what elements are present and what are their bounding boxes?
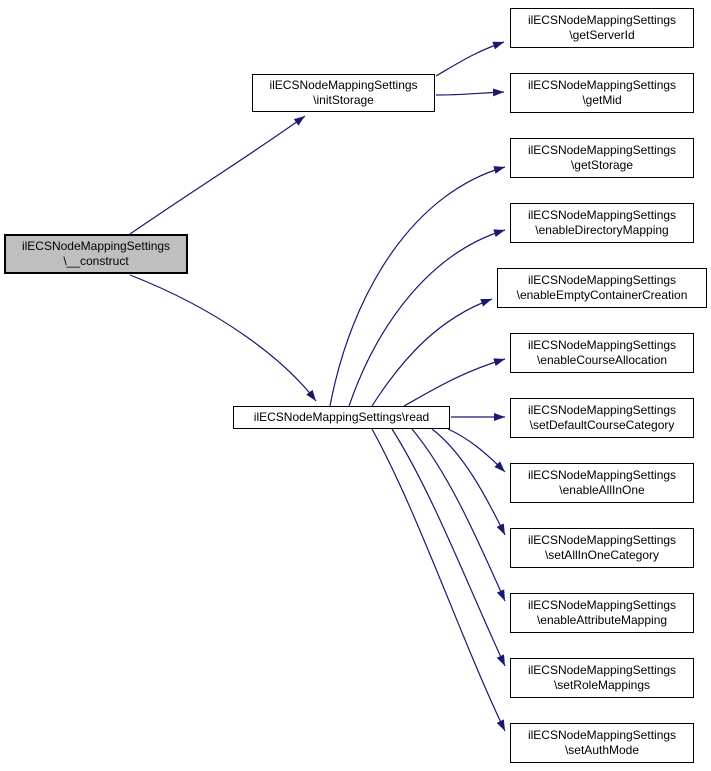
node-setauthmode[interactable] — [510, 723, 694, 763]
node-enablecourseallocation-line2: \enableCourseAllocation — [536, 353, 668, 367]
node-enableallinone[interactable] — [510, 463, 694, 503]
node-initstorage[interactable] — [252, 74, 435, 112]
node-getserverid-line2: \getServerId — [569, 28, 635, 42]
node-setauthmode-line1: ilECSNodeMappingSettings — [527, 728, 677, 742]
node-setrolemappings-line2: \setRoleMappings — [553, 678, 651, 692]
node-construct-line1: ilECSNodeMappingSettings — [21, 239, 171, 253]
node-initstorage-line2: \initStorage — [313, 93, 374, 107]
edge-initstorage-getmid — [436, 92, 504, 95]
node-setdefaultcoursecategory-line2: \setDefaultCourseCategory — [529, 418, 675, 432]
node-enablecourseallocation[interactable] — [510, 333, 694, 373]
node-setdefaultcoursecategory[interactable] — [510, 398, 694, 438]
edge-initstorage-getserverid — [436, 42, 504, 76]
node-setdefaultcoursecategory-line1: ilECSNodeMappingSettings — [527, 403, 677, 417]
node-enableemptycontainercreation-line1: ilECSNodeMappingSettings — [527, 273, 677, 287]
node-enabledirectorymapping-line1: ilECSNodeMappingSettings — [527, 208, 677, 222]
node-setallinonecategory[interactable] — [510, 528, 694, 568]
node-getstorage[interactable] — [510, 138, 694, 178]
node-setallinonecategory-line1: ilECSNodeMappingSettings — [527, 533, 677, 547]
node-setrolemappings-line1: ilECSNodeMappingSettings — [527, 663, 677, 677]
node-getstorage-line1: ilECSNodeMappingSettings — [527, 143, 677, 157]
node-enableattributemapping-line1: ilECSNodeMappingSettings — [527, 598, 677, 612]
node-getstorage-line2: \getStorage — [570, 158, 634, 172]
node-enableemptycontainercreation[interactable] — [497, 268, 707, 308]
node-getmid-line1: ilECSNodeMappingSettings — [527, 78, 677, 92]
edge-read-setrolemappings — [392, 429, 505, 666]
node-enableattributemapping[interactable] — [510, 593, 694, 633]
node-getmid[interactable] — [510, 73, 694, 113]
node-enablecourseallocation-line1: ilECSNodeMappingSettings — [527, 338, 677, 352]
node-enableallinone-line2: \enableAllInOne — [559, 483, 645, 497]
edge-read-enablecourseallocation — [404, 359, 505, 406]
node-getserverid[interactable] — [510, 8, 694, 48]
node-setauthmode-line2: \setAuthMode — [564, 743, 640, 757]
node-enabledirectorymapping-line2: \enableDirectoryMapping — [535, 223, 669, 237]
node-construct-line2: \__construct — [63, 254, 129, 268]
node-enableallinone-line1: ilECSNodeMappingSettings — [527, 468, 677, 482]
node-getmid-line2: \getMid — [582, 93, 622, 107]
edge-read-enabledirectorymapping — [349, 230, 505, 406]
node-enabledirectorymapping[interactable] — [510, 203, 694, 243]
node-construct — [4, 234, 188, 274]
edge-construct-initstorage — [130, 116, 305, 234]
edge-read-setallinonecategory — [432, 429, 505, 535]
node-enableemptycontainercreation-line2: \enableEmptyContainerCreation — [516, 288, 688, 302]
node-enableattributemapping-line2: \enableAttributeMapping — [536, 613, 668, 627]
edge-construct-read — [130, 275, 316, 401]
node-setrolemappings[interactable] — [510, 658, 694, 698]
node-setallinonecategory-line2: \setAllInOneCategory — [544, 548, 660, 562]
node-getserverid-line1: ilECSNodeMappingSettings — [527, 13, 677, 27]
edge-read-enableattributemapping — [412, 429, 505, 601]
edge-read-setauthmode — [372, 429, 505, 731]
node-initstorage-line1: ilECSNodeMappingSettings — [269, 78, 418, 92]
edge-read-enableallinone — [448, 429, 505, 472]
node-read[interactable] — [233, 406, 450, 429]
node-read-label: ilECSNodeMappingSettings\read — [253, 410, 430, 424]
